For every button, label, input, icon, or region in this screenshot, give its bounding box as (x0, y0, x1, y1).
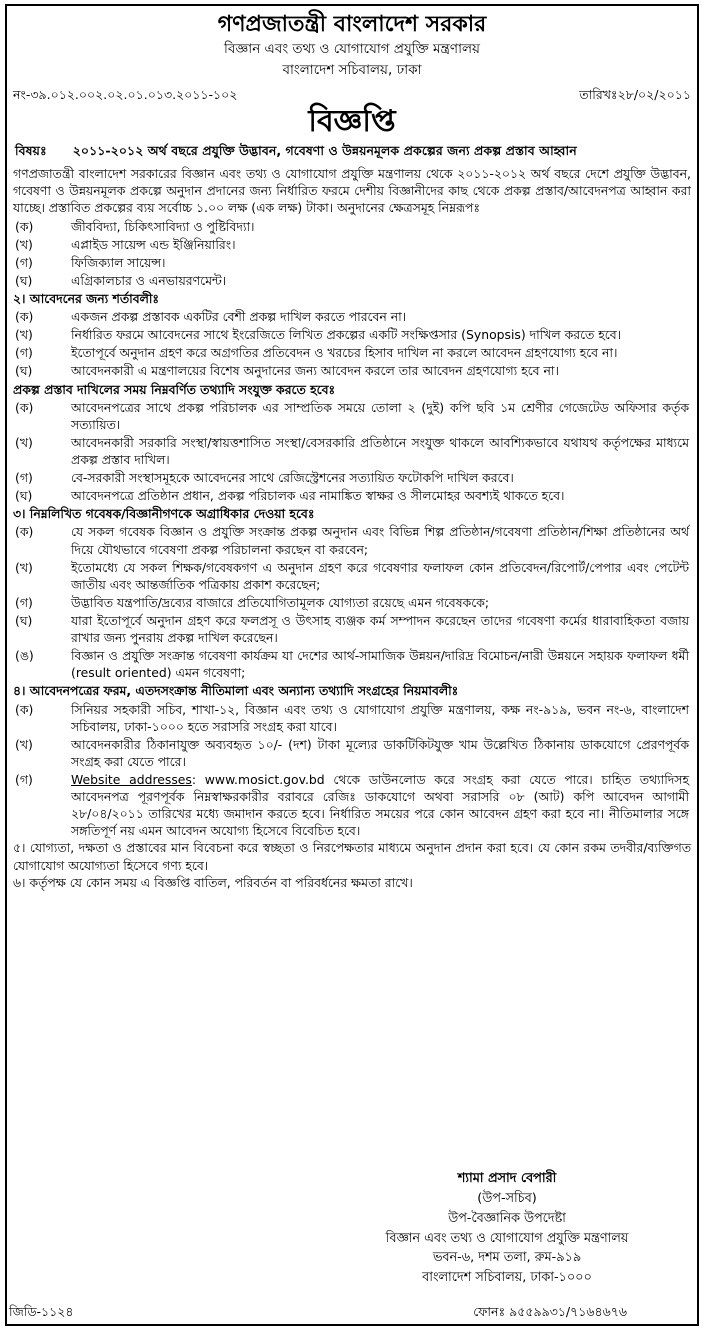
item-text: আবেদনকারী সরকারি সংস্থা/স্বায়ত্তশাসিত সংস্থা/বেসরকারি প্রতিষ্ঠানে সংযুক্ত থাকলে আবশ্যিকভাবে যথাযথ কর্তৃপক্ষের মাধ্যমে প্রকল্প প্রস্তাব দাখিল। (71, 434, 689, 468)
item-text: যারা ইতোপূর্বে অনুদান গ্রহণ করে ফলপ্রসূ ও উৎসাহ ব্যঞ্জক কর্ম সম্পাদন করেছেন তাদের গবেষণা কর্মের ধারাবাহিকতা বজায় রাখার জন্য পুনরায় প্রকল্প দাখিল করেছেন। (71, 613, 689, 646)
item-text: আবেদনপত্রে প্রতিষ্ঠান প্রধান, প্রকল্প পরিচালক এর নামাঙ্কিত স্বাক্ষর ও সীলমোহর অবশ্যই থাকতে হবে। (71, 488, 565, 504)
memo-date: তারিখঃ২৮/০২/২০১১ (579, 86, 691, 102)
conditions-list (13, 308, 691, 379)
section-4-heading: ৪। আবেদনপত্রের ফরম, এতদসংক্রান্ত নীতিমালা এবং অন্যান্য তথ্যাদি সংগ্রহের নিয়মাবলীঃ (13, 683, 459, 699)
item-text: ইতোপূর্বে অনুদান গ্রহণ করে অগ্রগতির প্রতিবেদন ও খরচের হিসাব দাখিল না করলে আবেদন গ্রহণযোগ্য হবে না। (71, 345, 618, 361)
list-item (13, 326, 691, 343)
item-marker: (ঘ) (15, 272, 33, 288)
item-marker: (ক) (15, 701, 34, 717)
list-item (13, 344, 691, 361)
item-marker: (ঙ) (15, 648, 34, 664)
list-item (13, 701, 691, 735)
paragraph-5: ৫। যোগ্যতা, দক্ষতা ও প্রস্তাবের মান বিবেচনা করে স্বচ্ছতা ও নিরপেক্ষতার মাধ্যমে অনুদান প্রদান করা হবে। যে কোন রকম তদবীর/ব্যক্তিগত যোগাযোগ অযোগ্যতা হিসেবে গণ্য হবে। (13, 840, 691, 873)
memo-number: নং-৩৯.০১২.০০২.০২.০১.০১৩.২০১১-১০২ (13, 86, 238, 102)
list-item (13, 559, 691, 593)
signature-block (357, 1169, 657, 1288)
item-text: আবেদনকারী এ মন্ত্রণালয়ের বিশেষ অনুদানের জন্য আবেদন করলে তার আবেদন গ্রহণযোগ্য হবে না। (71, 363, 559, 379)
subject-label: বিষয়ঃ (15, 142, 47, 158)
notice-page (5, 4, 699, 1326)
notice-title: বিজ্ঞপ্তি (308, 103, 396, 139)
collection-list (13, 701, 691, 840)
item-marker: (খ) (15, 736, 33, 752)
item-text: যে সকল গবেষক বিজ্ঞান ও প্রযুক্তি সংক্রান্ত প্রকল্প অনুদান এবং বিভিন্ন শিল্প প্রতিষ্ঠান/গবেষণা প্রতিষ্ঠান/শিক্ষা প্রতিষ্ঠানের অর্থ দিয়ে যৌথভাবে গবেষণা প্রকল্প পরিচালনা করছেন বা করবেন; (71, 524, 689, 557)
list-item (13, 362, 691, 379)
item-text: এপ্লাইড সায়েন্স এন্ড ইঞ্জিনিয়ারিং। (71, 236, 236, 252)
item-text: উদ্ভাবিত যন্ত্রপাতি/দ্রব্যের বাজারে প্রতিযোগিতামূলক যোগ্যতা রয়েছে এমন গবেষককে; (71, 594, 490, 610)
item-marker: (ক) (15, 218, 34, 234)
ministry-location: বাংলাদেশ সচিবালয়, ঢাকা (282, 62, 422, 79)
list-item (13, 254, 691, 271)
list-item (13, 272, 691, 289)
item-marker: (ঘ) (15, 363, 33, 379)
item-text: নির্ধারিত ফরমে আবেদনের সাথে ইংরেজিতে লিখিত প্রকল্পের একটি সংক্ষিপ্তসার (Synopsis) দাখিল করতে হবে। (71, 327, 622, 343)
list-item (13, 736, 691, 770)
signatory-designation: (উপ-সচিব) (477, 1190, 537, 1206)
website-label: Website addresses (71, 771, 192, 787)
signatory-role: উপ-বৈজ্ঞানিক উপদেষ্টা (448, 1210, 566, 1226)
subject-line (13, 142, 691, 159)
item-marker: (গ) (15, 594, 33, 610)
item-text: জীববিদ্যা, চিকিৎসাবিদ্যা ও পুষ্টিবিদ্যা। (71, 218, 255, 234)
fields-list (13, 218, 691, 289)
list-item (13, 612, 691, 646)
item-text (71, 771, 691, 839)
item-marker: (গ) (15, 771, 33, 787)
list-item (13, 594, 691, 611)
documents-heading: প্রকল্প প্রস্তাব দাখিলের সময় নিম্নবর্ণিত তথ্যাদি সংযুক্ত করতে হবেঃ (13, 381, 336, 397)
item-marker: (ঘ) (15, 488, 33, 504)
paragraph-6: ৬। কর্তৃপক্ষ যে কোন সময় এ বিজ্ঞপ্তি বাতিল, পরিবর্তন বা পরিবর্ধনের ক্ষমতা রাখে। (13, 874, 413, 890)
item-marker: (খ) (15, 327, 33, 343)
item-marker: (খ) (15, 236, 33, 252)
reference-line (13, 86, 691, 103)
list-item (13, 218, 691, 235)
website-link[interactable]: www.mosict.gov.bd (204, 771, 325, 787)
list-item (13, 434, 691, 468)
item-marker: (ক) (15, 399, 34, 415)
list-item (13, 771, 691, 839)
website-separator: : (191, 771, 197, 787)
item-text: ইতোমধ্যে যে সকল শিক্ষক/গবেষকগণ এ অনুদান গ্রহণ করে গবেষণার ফলাফল কোন প্রতিবেদন/রিপোর্ট/পেপার এবং পেটেন্ট জাতীয় এবং আন্তর্জাতিক পত্রিকায় প্রকাশ করেছেন; (71, 559, 689, 592)
list-item (13, 523, 691, 557)
list-item (13, 399, 691, 433)
intro-paragraph: গণপ্রজাতন্ত্রী বাংলাদেশ সরকারের বিজ্ঞান এবং তথ্য ও যোগাযোগ প্রযুক্তি মন্ত্রণালয় থেকে ২০১১-২০১২ অর্থ বছরে দেশে প্রযুক্তি উদ্ভাবন, গবেষণা ও উন্নয়নমূলক প্রকল্পে অনুদান প্রদানের জন্য নির্ধারিত ফরমে দেশীয় বিজ্ঞানীদের কাছ থেকে প্রকল্প প্রস্তাব/আবেদনপত্র আহ্বান করা যাচ্ছে। প্রস্তাবিত প্রকল্পের ব্যয় সর্বোচ্চ ১.০০ লক্ষ (এক লক্ষ) টাকা। অনুদানের ক্ষেত্রসমূহ নিম্নরূপঃ (13, 166, 691, 216)
item-text: আবেদনপত্রের সাথে প্রকল্প পরিচালক এর সাম্প্রতিক সময়ে তোলা ২ (দুই) কপি ছবি ১ম শ্রেণীর গেজেটেড অফিসার কর্তৃক সত্যায়িত। (71, 399, 689, 432)
documents-list (13, 399, 691, 505)
item-text: বিজ্ঞান ও প্রযুক্তি সংক্রান্ত গবেষণা কার্যক্রম যা দেশের আর্থ-সামাজিক উন্নয়ন/দারিদ্র বিমোচন/নারী উন্নয়নে সহায়ক ফলাফল ধর্মী (result oriented) এমন গবেষণা; (71, 648, 689, 681)
subject-text: ২০১১-২০১২ অর্থ বছরে প্রযুক্তি উদ্ভাবন, গবেষণা ও উন্নয়নমূলক প্রকল্পের জন্য প্রকল্প প্রস্তাব আহ্বান (72, 142, 577, 158)
item-marker: (খ) (15, 559, 33, 575)
website-instructions: থেকে ডাউনলোড করে সংগ্রহ করা যেতে পারে। চাহিত তথ্যাদিসহ আবেদনপত্র পূরণপূর্বক নিম্নস্বাক্ষরকারীর বরাবরে রেজিঃ ডাকযোগে অথবা সরাসরি ০৮ (আট) কপি আবেদন আগামী ২৮/০৪/২০১১ তারিখের মধ্যে জমাদান করতে হবে। নির্ধারিত সময়ের পরে কোন আবেদন গ্রহণ করা হবে না। নীতিমালার সঙ্গে সঙ্গতিপূর্ণ নয় এমন আবেদন অযোগ্য হিসেবে বিবেচিত হবে। (71, 771, 689, 839)
item-marker: (গ) (15, 345, 33, 361)
item-text: একজন প্রকল্প প্রস্তাবক একটির বেশী প্রকল্প দাখিল করতে পারবেন না। (71, 309, 407, 325)
item-text: ফিজিক্যাল সায়েন্স। (71, 254, 166, 270)
item-marker: (গ) (15, 254, 33, 270)
phone-number: ফোনঃ ৯৫৫৯৯৩১/৭১৬৪৬৭৬ (473, 1303, 627, 1319)
signatory-ministry: বিজ্ঞান এবং তথ্য ও যোগাযোগ প্রযুক্তি মন্ত্রণালয় (385, 1230, 629, 1246)
list-item (13, 469, 691, 486)
item-text: এগ্রিকালচার ও এনভায়রণমেন্ট। (71, 272, 227, 288)
section-3-heading: ৩। নিম্নলিখিত গবেষক/বিজ্ঞানীগণকে অগ্রাধিকার দেওয়া হবেঃ (13, 506, 315, 522)
item-marker: (ক) (15, 524, 34, 540)
item-marker: (খ) (15, 434, 33, 450)
signatory-building: ভবন-৬, দশম তলা, রুম-৯১৯ (432, 1250, 582, 1266)
list-item (13, 647, 691, 681)
item-text: আবেদনকারীর ঠিকানাযুক্ত অব্যবহৃত ১০/- (দশ) টাকা মূল্যের ডাকটিকিটযুক্ত খাম উল্লেখিত ঠিকানায় ডাকযোগে প্রেরণপূর্বক সংগ্রহ করা যেতে পারে। (71, 736, 689, 769)
government-title: গণপ্রজাতন্ত্রী বাংলাদেশ সরকার (217, 12, 487, 37)
item-marker: (গ) (15, 470, 33, 486)
signatory-address: বাংলাদেশ সচিবালয়, ঢাকা-১০০০ (422, 1270, 592, 1286)
section-2-heading: ২। আবেদনের জন্য শর্তাবলীঃ (13, 291, 160, 307)
ministry-name: বিজ্ঞান এবং তথ্য ও যোগাযোগ প্রযুক্তি মন্ত্রণালয় (223, 41, 481, 58)
priority-list (13, 523, 691, 681)
signatory-name: শ্যামা প্রসাদ বেপারী (457, 1171, 557, 1187)
list-item (13, 308, 691, 325)
gd-code: জিডি-১১২৪ (9, 1303, 74, 1319)
list-item (13, 236, 691, 253)
item-text: বে-সরকারী সংস্থাসমূহকে আবেদনের সাথে রেজিস্ট্রেশনের সত্যায়িত ফটোকপি দাখিল করবে। (71, 470, 514, 486)
list-item (13, 487, 691, 504)
item-marker: (ক) (15, 309, 34, 325)
item-marker: (ঘ) (15, 613, 33, 628)
item-text: সিনিয়র সহকারী সচিব, শাখা-১২, বিজ্ঞান এবং তথ্য ও যোগাযোগ প্রযুক্তি মন্ত্রণালয়, কক্ষ নং-৯১৯, ভবন নং-৬, বাংলাদেশ সচিবালয়, ঢাকা-১০০০ হতে সরাসরি সংগ্রহ করা যাবে। (71, 701, 689, 734)
